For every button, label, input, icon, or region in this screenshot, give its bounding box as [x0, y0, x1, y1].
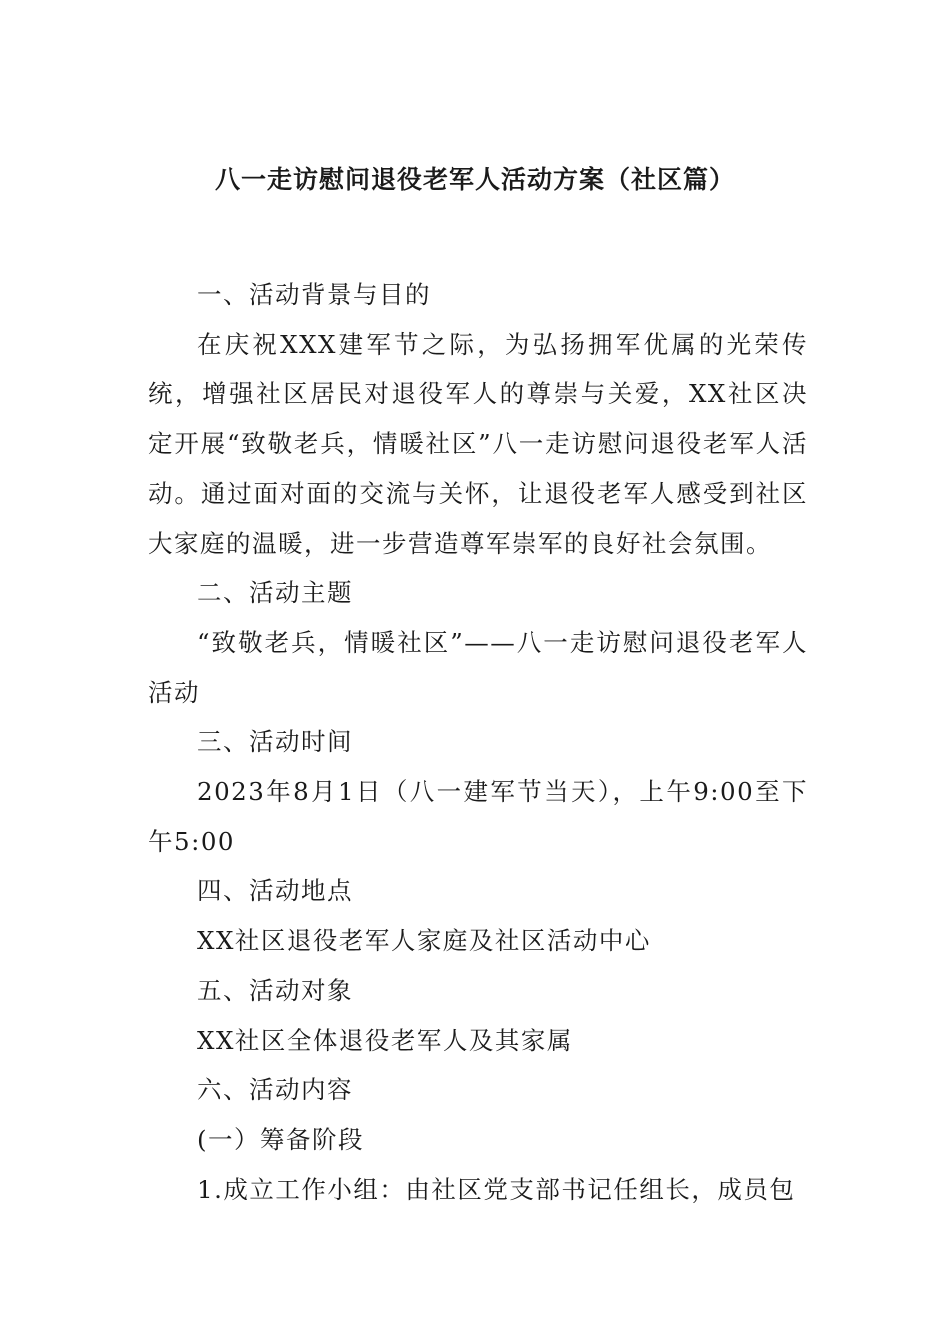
- section-heading-theme: 二、活动主题: [197, 578, 353, 608]
- section-heading-content: 六、活动内容: [197, 1075, 353, 1105]
- document-title: 八一走访慰问退役老军人活动方案（社区篇）: [214, 165, 735, 194]
- paragraph-background: 在庆祝XXX建军节之际，为弘扬拥军优属的光荣传统，增强社区居民对退役军人的尊崇与关爱，XX社区决定开展“致敬老兵，情暖社区”八一走访慰问退役老军人活动。通过面对面的交流与关怀，让退役老军人感受到社区大家庭的温暖，进一步营造尊军崇军的良好社会氛围。: [148, 329, 808, 558]
- section-heading-targets: 五、活动对象: [197, 975, 353, 1005]
- paragraph-theme: “致敬老兵，情暖社区”——八一走访慰问退役老军人活动: [148, 627, 808, 707]
- paragraph-working-group: 1.成立工作小组：由社区党支部书记任组长，成员包: [197, 1174, 796, 1204]
- paragraph-targets: XX社区全体退役老军人及其家属: [197, 1025, 573, 1055]
- section-heading-location: 四、活动地点: [197, 876, 353, 906]
- paragraph-time: 2023年8月1日（八一建军节当天），上午9:00至下午5:00: [148, 777, 808, 856]
- document-body: [148, 270, 808, 1214]
- section-heading-time: 三、活动时间: [197, 727, 353, 757]
- section-heading-background: 一、活动背景与目的: [197, 280, 431, 309]
- paragraph-location: XX社区退役老军人家庭及社区活动中心: [197, 926, 651, 956]
- subsection-heading-preparation: (一）筹备阶段: [197, 1124, 365, 1154]
